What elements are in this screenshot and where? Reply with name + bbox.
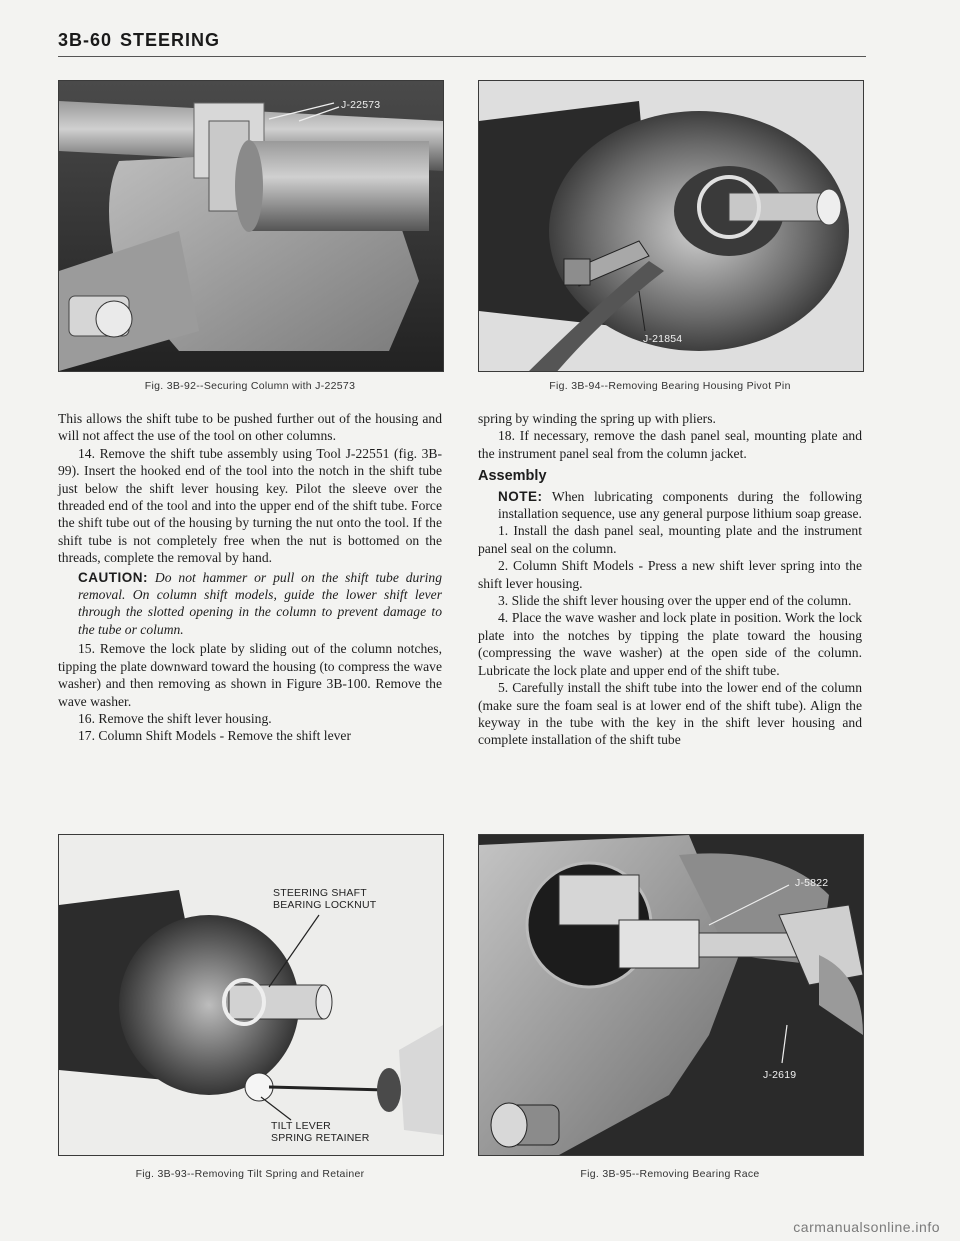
watermark: carmanualsonline.info (793, 1219, 940, 1235)
figure-3b-94 (478, 80, 864, 372)
figure-3b-92-photo (59, 81, 443, 371)
callout-steering-shaft (273, 887, 376, 911)
step-14: 14. Remove the shift tube assembly using Tool J-22551 (fig. 3B-99). Insert the hooked end of the tool into the notch in the shift tube just below the shift lever housing key. Pilot the sleeve over the threaded end of the tool and into the upper end of the shift tube. Force the shift tube out of the housing by turning the nut onto the tool. If the shift tube is not completely free when the nut is bottomed on the threads, complete the removal by hand. (58, 445, 442, 566)
caution-block (78, 569, 442, 639)
figure-3b-94-photo (479, 81, 863, 371)
figure-3b-95 (478, 834, 864, 1156)
paragraph: This allows the shift tube to be pushed further out of the housing and will not affect the use of the tool on other columns. (58, 411, 442, 444)
figure-3b-92-caption: Fig. 3B-92--Securing Column with J-22573 (144, 380, 356, 392)
assembly-step-5: 5. Carefully install the shift tube into the lower end of the column (make sure the foam seal is at lower end of the shift tube). Align the keyway in the tube with the key in the shift lever housing and complete installation of the shift tube (478, 680, 862, 748)
page-header (58, 30, 220, 51)
callout-j-21854: J-21854 (643, 333, 683, 345)
step-16: 16. Remove the shift lever housing. (78, 710, 272, 726)
section-heading-assembly: Assembly (478, 468, 547, 485)
section-title: STEERING (120, 30, 221, 50)
assembly-step-1: 1. Install the dash panel seal, mounting plate and the instrument panel seal on the column. (478, 523, 862, 556)
assembly-step-2: 2. Column Shift Models - Press a new shift lever spring into the shift lever housing. (478, 558, 862, 591)
step-15: 15. Remove the lock plate by sliding out of the column notches, tipping the plate downward toward the housing (to compress the wave washer) and then removing as shown in Figure 3B-100. Remove the wave washer. (58, 641, 442, 709)
callout-j-22573: J-22573 (341, 99, 381, 111)
header-rule (58, 56, 866, 57)
assembly-step-3: 3. Slide the shift lever housing over the upper end of the column. (498, 593, 852, 609)
callout-line: BEARING LOCKNUT (273, 899, 377, 911)
figure-3b-94-caption: Fig. 3B-94--Removing Bearing Housing Pivot Pin (549, 380, 791, 392)
callout-line: TILT LEVER (271, 1120, 331, 1132)
figure-3b-93-photo (59, 835, 443, 1155)
callout-tilt-lever (271, 1120, 369, 1144)
caution-label: CAUTION: (78, 569, 148, 585)
callout-j-2619: J-2619 (763, 1069, 797, 1081)
step-18: 18. If necessary, remove the dash panel seal, mounting plate and the instrument panel seal from the column jacket. (478, 428, 862, 461)
note-label: NOTE: (498, 488, 543, 504)
assembly-step-4: 4. Place the wave washer and lock plate in position. Work the lock plate into the notches by tipping the plate toward the housing (compressing the wave washer) at the open side of the column. Lubricate the lock plate and upper end of the shift tube. (478, 610, 862, 678)
figure-3b-92 (58, 80, 444, 372)
caution-text: Do not hammer or pull on the shift tube during removal. On column shift models, guide the lower shift lever through the slotted opening in the column to prevent damage to the tube or column. (78, 569, 442, 637)
paragraph: spring by winding the spring up with pliers. (478, 411, 716, 426)
note-block (498, 488, 862, 523)
page-number: 3B-60 (58, 30, 113, 50)
callout-j-5822: J-5822 (795, 877, 829, 889)
note-text: When lubricating components during the following installation sequence, use any general purpose lithium soap grease. (498, 488, 863, 522)
left-text-column (58, 410, 442, 745)
callout-line: STEERING SHAFT (273, 887, 367, 899)
figure-3b-93-caption: Fig. 3B-93--Removing Tilt Spring and Retainer (135, 1168, 365, 1180)
figure-3b-95-caption: Fig. 3B-95--Removing Bearing Race (580, 1168, 760, 1180)
right-text-column (478, 410, 862, 749)
step-17: 17. Column Shift Models - Remove the shift lever (78, 728, 351, 744)
callout-line: SPRING RETAINER (271, 1132, 370, 1144)
figure-3b-93 (58, 834, 444, 1156)
